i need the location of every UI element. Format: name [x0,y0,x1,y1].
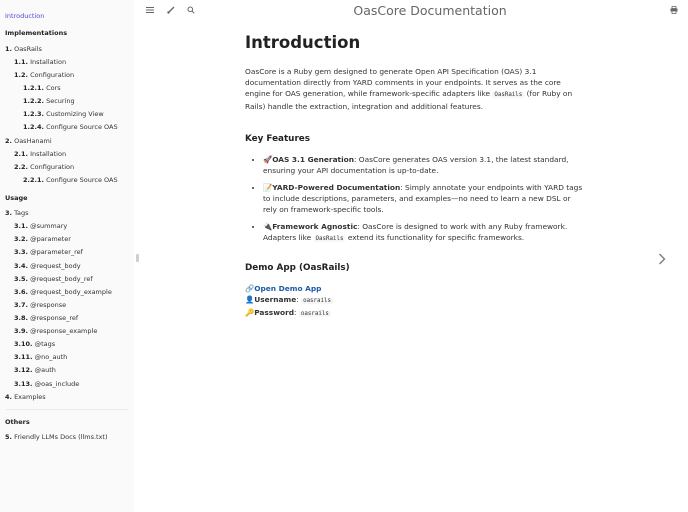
item-label: Customizing View [46,110,104,118]
username-line: 👤Username: oasrails [245,295,331,304]
intro-text: (for Ruby on Rails) handle the extraction, integration and additional features. [245,89,573,111]
sidebar-item-response[interactable] [14,301,66,309]
page-title: Introduction [245,33,361,52]
item-label: @response_ref [30,314,79,322]
memo-icon: 📝 [263,183,273,192]
print-icon[interactable] [668,6,680,18]
item-label: @auth [34,366,56,374]
sidebar-item-tags[interactable] [5,209,28,217]
sidebar-item-installation[interactable] [14,58,66,66]
feature-text: : OasCore generates OAS version 3.1, the latest standard, ensuring your API documentation is up-to-date. [263,155,569,175]
sidebar-item-securing[interactable] [23,97,75,105]
item-label: @response [30,301,67,309]
item-label: Cors [46,84,61,92]
rocket-icon: 🚀 [263,155,273,164]
intro-text: OasCore is a Ruby gem designed to generate Open API Specification (OAS) 3.1 documentation directly from YARD comments in your endpoints. It serves as the core engine for OAS generation, while framework-specific adapters like [245,67,561,98]
item-number: 2.2.1. [23,176,44,184]
item-number: 1.2.1. [23,84,44,92]
sidebar-item-examples[interactable] [5,393,46,401]
item-number: 3.4. [14,262,28,270]
sidebar-heading-others: Others [5,418,30,426]
sidebar-item-oasrails[interactable] [5,45,42,53]
feature-title: OAS 3.1 Generation [272,155,354,164]
link-icon: 🔗 [245,284,255,293]
item-number: 5. [5,433,12,441]
sidebar-item-cors[interactable] [23,84,61,92]
item-number: 2.2. [14,163,28,171]
search-icon[interactable] [185,6,197,18]
item-label: Configure Source OAS [46,176,118,184]
sidebar-heading-usage: Usage [5,194,28,202]
item-number: 1. [5,45,12,53]
item-label: @parameter [30,235,71,243]
paintbrush-icon[interactable] [165,6,177,18]
password-line: 🔑Password: oasrails [245,308,329,317]
chevron-right-icon [658,253,666,265]
item-label: OasHanami [14,137,52,145]
feature-text: : Simply annotate your endpoints with YARD tags to include descriptions, parameters, and examples—no need to learn a new DSL or rely on framework-specific tools. [263,183,583,214]
main-content [245,32,585,320]
feature-title: YARD-Powered Documentation [272,183,401,192]
feature-text: : OasCore is designed to work with any Ruby framework. Adapters like [263,222,568,242]
item-label: Configuration [30,71,75,79]
username-value: oasrails [303,298,331,304]
feature-item [263,182,585,215]
item-label: Installation [30,150,67,158]
sidebar [0,0,134,512]
plug-icon: 🔌 [263,222,273,231]
feature-title: Framework Agnostic [272,222,358,231]
item-label: @request_body_ref [30,275,93,283]
item-number: 1.2. [14,71,28,79]
sidebar-item-llms-docs[interactable] [5,433,108,441]
sidebar-item-configuration[interactable] [14,71,74,79]
item-number: 2.1. [14,150,28,158]
password-value: oasrails [300,311,329,317]
item-number: 1.2.3. [23,110,44,118]
item-number: 1.2.2. [23,97,44,105]
sidebar-item-request-body-ref[interactable] [14,275,93,283]
item-label: Configure Source OAS [46,123,118,131]
item-label: @response_example [30,327,98,335]
book-title: OasCore Documentation [353,3,507,18]
item-number: 3.5. [14,275,28,283]
item-number: 2. [5,137,12,145]
item-label: @request_body [30,262,81,270]
item-label: Securing [46,97,75,105]
item-label: Friendly LLMs Docs (llms.txt) [14,433,108,441]
sidebar-item-configure-source-oas[interactable] [23,123,118,131]
sidebar-item-summary[interactable] [14,222,67,230]
item-number: 3.7. [14,301,28,309]
sidebar-heading-implementations: Implementations [5,29,68,37]
user-icon: 👤 [245,295,255,304]
menu-icon[interactable] [144,6,156,18]
sidebar-item-hanami-configuration[interactable] [14,163,74,171]
item-label: @tags [34,340,56,348]
sidebar-item-no-auth[interactable] [14,353,67,361]
inline-code: OasRails [494,92,523,98]
sidebar-item-response-ref[interactable] [14,314,78,322]
sidebar-item-parameter[interactable] [14,235,71,243]
item-label: @parameter_ref [30,248,83,256]
sidebar-item-hanami-installation[interactable] [14,150,66,158]
item-number: 3.8. [14,314,28,322]
sidebar-item-hanami-configure-source-oas[interactable] [23,176,118,184]
item-label: Tags [14,209,29,217]
item-label: Examples [14,393,46,401]
item-number: 3.12. [14,366,33,374]
item-label: Configuration [30,163,75,171]
sidebar-item-response-example[interactable] [14,327,97,335]
sidebar-divider [6,409,128,410]
item-label: OasRails [14,45,42,53]
inline-code: OasRails [315,236,344,242]
open-demo-app-link[interactable]: Open Demo App [254,284,322,293]
key-features-heading: Key Features [245,134,310,144]
sidebar-item-introduction[interactable]: Introduction [5,12,45,20]
feature-item [263,154,585,176]
sidebar-item-parameter-ref[interactable] [14,248,83,256]
item-label: @oas_include [34,380,80,388]
item-label: @summary [30,222,68,230]
demo-app-heading: Demo App (OasRails) [245,263,350,273]
item-number: 3.6. [14,288,28,296]
feature-text: extend its functionality for specific frameworks. [345,233,525,242]
item-number: 3.1. [14,222,28,230]
item-label: @request_body_example [30,288,112,296]
sidebar-item-request-body-example[interactable] [14,288,112,296]
item-number: 4. [5,393,12,401]
sidebar-item-customizing-view[interactable] [23,110,104,118]
sidebar-item-auth[interactable] [14,366,56,374]
item-number: 3. [5,209,12,217]
sidebar-item-request-body[interactable] [14,262,81,270]
sidebar-item-oas-include[interactable] [14,380,79,388]
item-number: 1.1. [14,58,28,66]
features-list [245,154,585,245]
item-number: 3.3. [14,248,28,256]
item-number: 3.2. [14,235,28,243]
item-number: 3.9. [14,327,28,335]
intro-paragraph [245,66,585,112]
item-label: @no_auth [34,353,68,361]
feature-item [263,221,585,245]
sidebar-resize-handle[interactable] [136,254,139,262]
sidebar-item-tags-tag[interactable] [14,340,55,348]
password-label: Password [254,308,295,317]
demo-link-line [245,283,585,294]
item-label: Installation [30,58,67,66]
sidebar-item-oashanami[interactable] [5,137,52,145]
item-number: 3.10. [14,340,33,348]
item-number: 3.11. [14,353,33,361]
item-number: 1.2.4. [23,123,44,131]
key-icon: 🔑 [245,308,255,317]
next-chapter-button[interactable] [658,250,666,269]
item-number: 3.13. [14,380,33,388]
username-label: Username [254,295,297,304]
